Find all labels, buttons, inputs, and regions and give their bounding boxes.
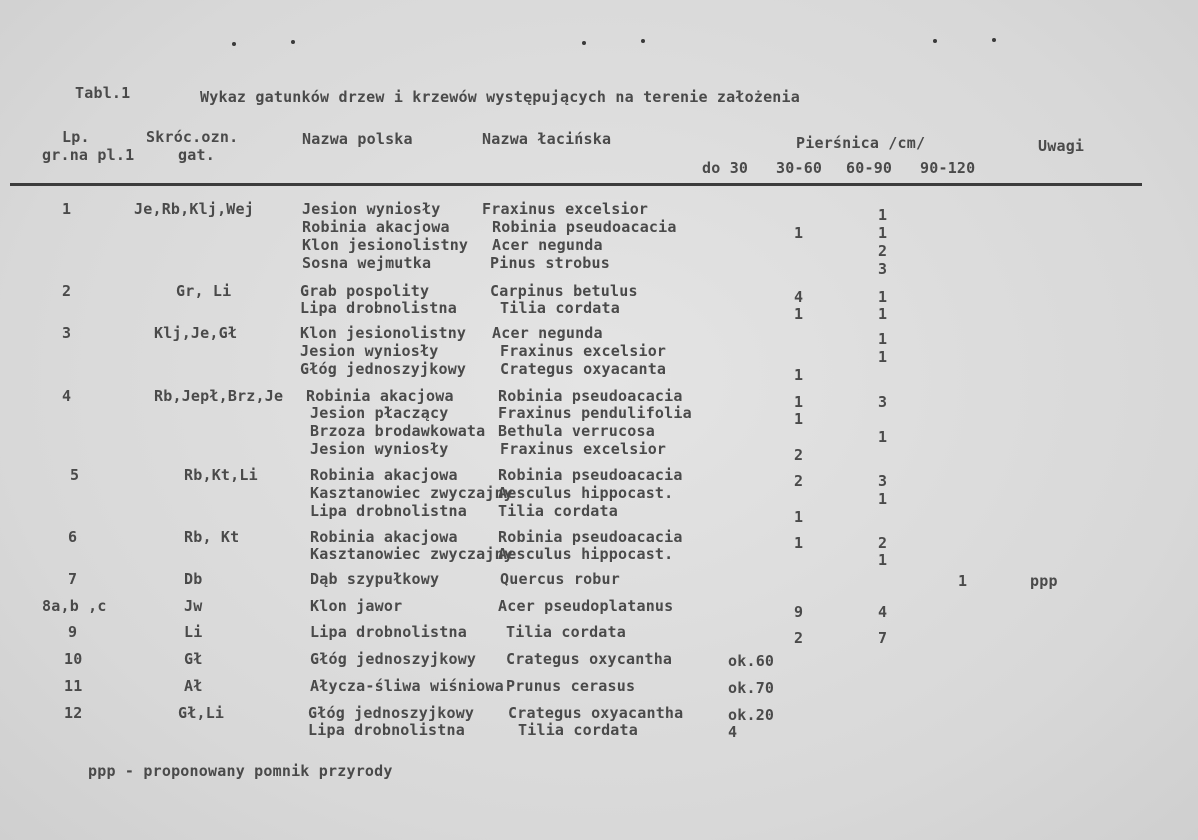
table-title: Wykaz gatunków drzew i krzewów występujących na terenie założenia — [200, 88, 800, 106]
row-code: Rb,Jepł,Brz,Je — [154, 387, 284, 405]
punch-dot — [992, 38, 996, 42]
row-polish-name: Ałycza-śliwa wiśniowa — [310, 677, 504, 695]
row-lp: 10 — [64, 650, 83, 668]
row-polish-name: Robinia akacjowa — [310, 466, 458, 484]
row-latin-name: Carpinus betulus — [490, 282, 638, 300]
row-lp: 12 — [64, 704, 83, 722]
row-code: Gł — [184, 650, 203, 668]
header-nazwa-polska: Nazwa polska — [302, 130, 413, 148]
punch-dot — [291, 40, 295, 44]
row-latin-name: Crategus oxyacanta — [500, 360, 667, 378]
row-polish-name: Głóg jednoszyjkowy — [310, 650, 477, 668]
row-lp: 5 — [70, 466, 80, 484]
row-count-60-90: 3 — [878, 260, 888, 278]
row-lp: 8a,b ,c — [42, 597, 107, 615]
header-rule — [10, 183, 1142, 186]
row-count-30-60: 2 — [794, 446, 804, 464]
row-remark: ppp — [1030, 572, 1058, 590]
header-uwagi: Uwagi — [1038, 137, 1085, 155]
row-code: Klj,Je,Gł — [154, 324, 238, 342]
punch-dot — [641, 39, 645, 43]
row-polish-name: Głóg jednoszyjkowy — [300, 360, 467, 378]
row-latin-name: Fraxinus pendulifolia — [498, 404, 692, 422]
row-count-60-90: 1 — [878, 224, 888, 242]
row-polish-name: Lipa drobnolistna — [300, 299, 457, 317]
row-code: Rb,Kt,Li — [184, 466, 258, 484]
row-code: Jw — [184, 597, 203, 615]
row-polish-name: Klon jawor — [310, 597, 403, 615]
row-polish-name: Jesion wyniosły — [310, 440, 449, 458]
row-latin-name: Fraxinus excelsior — [500, 342, 667, 360]
header-range-2: 30-60 — [776, 159, 823, 177]
row-latin-name: Acer pseudoplatanus — [498, 597, 674, 615]
row-count-30-60: 2 — [794, 472, 804, 490]
row-count-30-60: 9 — [794, 603, 804, 621]
row-count-60-90: 2 — [878, 242, 888, 260]
row-latin-name: Robinia pseudoacacia — [498, 387, 683, 405]
row-count-60-90: 1 — [878, 288, 888, 306]
row-count-60-90: 1 — [878, 490, 888, 508]
row-latin-name: Quercus robur — [500, 570, 620, 588]
footnote: ppp - proponowany pomnik przyrody — [88, 762, 393, 780]
row-polish-name: Dąb szypułkowy — [310, 570, 440, 588]
row-code: Rb, Kt — [184, 528, 240, 546]
row-latin-name: Aesculus hippocast. — [498, 484, 674, 502]
row-count-do30: 4 — [728, 723, 738, 741]
header-range-1: do 30 — [702, 159, 749, 177]
row-latin-name: Tilia cordata — [506, 623, 626, 641]
row-count-30-60: 2 — [794, 629, 804, 647]
row-lp: 2 — [62, 282, 72, 300]
row-count-30-60: 1 — [794, 410, 804, 428]
row-polish-name: Sosna wejmutka — [302, 254, 432, 272]
row-count-60-90: 3 — [878, 472, 888, 490]
row-latin-name: Prunus cerasus — [506, 677, 636, 695]
row-code: Li — [184, 623, 203, 641]
row-polish-name: Lipa drobnolistna — [310, 502, 467, 520]
row-lp: 11 — [64, 677, 83, 695]
row-polish-name: Klon jesionolistny — [300, 324, 467, 342]
row-lp: 4 — [62, 387, 72, 405]
row-polish-name: Lipa drobnolistna — [308, 721, 465, 739]
header-nazwa-lacinska: Nazwa łacińska — [482, 130, 612, 148]
row-latin-name: Robinia pseudoacacia — [498, 466, 683, 484]
row-code: Db — [184, 570, 203, 588]
row-lp: 7 — [68, 570, 78, 588]
row-polish-name: Jesion wyniosły — [300, 342, 439, 360]
row-polish-name: Jesion wyniosły — [302, 200, 441, 218]
row-count-60-90: 3 — [878, 393, 888, 411]
row-latin-name: Crategus oxyacantha — [508, 704, 684, 722]
row-count-60-90: 1 — [878, 428, 888, 446]
row-count-30-60: 4 — [794, 288, 804, 306]
row-polish-name: Głóg jednoszyjkowy — [308, 704, 475, 722]
row-count-60-90: 1 — [878, 348, 888, 366]
row-latin-name: Aesculus hippocast. — [498, 545, 674, 563]
row-count-30-60: 1 — [794, 508, 804, 526]
row-count-30-60: 1 — [794, 534, 804, 552]
row-code: Gł,Li — [178, 704, 225, 722]
header-lp-sub: gr.na pl.1 — [42, 146, 135, 164]
row-polish-name: Robinia akacjowa — [310, 528, 458, 546]
punch-dot — [232, 42, 236, 46]
row-latin-name: Robinia pseudoacacia — [492, 218, 677, 236]
row-count-60-90: 2 — [878, 534, 888, 552]
row-lp: 1 — [62, 200, 72, 218]
row-count-60-90: 1 — [878, 206, 888, 224]
row-latin-name: Bethula verrucosa — [498, 422, 655, 440]
row-latin-name: Acer negunda — [492, 236, 603, 254]
row-count-do30: ok.60 — [728, 652, 775, 670]
row-count-30-60: 1 — [794, 305, 804, 323]
punch-dot — [582, 41, 586, 45]
row-count-60-90: 1 — [878, 551, 888, 569]
row-count-30-60: 1 — [794, 224, 804, 242]
row-latin-name: Robinia pseudoacacia — [498, 528, 683, 546]
row-latin-name: Tilia cordata — [518, 721, 638, 739]
row-latin-name: Crategus oxycantha — [506, 650, 673, 668]
row-latin-name: Fraxinus excelsior — [482, 200, 649, 218]
row-count-60-90: 1 — [878, 330, 888, 348]
row-count-do30: ok.70 — [728, 679, 775, 697]
row-code: Je,Rb,Klj,Wej — [134, 200, 254, 218]
row-polish-name: Grab pospolity — [300, 282, 430, 300]
header-lp: Lp. — [62, 128, 90, 146]
row-count-30-60: 1 — [794, 366, 804, 384]
row-lp: 9 — [68, 623, 78, 641]
row-count-60-90: 4 — [878, 603, 888, 621]
row-count-90-120: 1 — [958, 572, 968, 590]
header-skrot-sub: gat. — [178, 146, 215, 164]
row-polish-name: Robinia akacjowa — [306, 387, 454, 405]
row-polish-name: Klon jesionolistny — [302, 236, 469, 254]
table-label: Tabl.1 — [75, 84, 131, 102]
row-latin-name: Tilia cordata — [500, 299, 620, 317]
row-polish-name: Lipa drobnolistna — [310, 623, 467, 641]
row-count-do30: ok.20 — [728, 706, 775, 724]
row-count-30-60: 1 — [794, 393, 804, 411]
row-count-60-90: 7 — [878, 629, 888, 647]
row-latin-name: Pinus strobus — [490, 254, 610, 272]
punch-dot — [933, 39, 937, 43]
header-skrot: Skróc.ozn. — [146, 128, 239, 146]
row-latin-name: Acer negunda — [492, 324, 603, 342]
header-piersnica: Pierśnica /cm/ — [796, 134, 926, 152]
row-polish-name: Kasztanowiec zwyczajny — [310, 484, 514, 502]
header-range-3: 60-90 — [846, 159, 893, 177]
row-lp: 3 — [62, 324, 72, 342]
row-polish-name: Robinia akacjowa — [302, 218, 450, 236]
row-code: Gr, Li — [176, 282, 232, 300]
row-count-60-90: 1 — [878, 305, 888, 323]
row-latin-name: Tilia cordata — [498, 502, 618, 520]
row-latin-name: Fraxinus excelsior — [500, 440, 667, 458]
header-range-4: 90-120 — [920, 159, 976, 177]
row-polish-name: Kasztanowiec zwyczajny — [310, 545, 514, 563]
row-polish-name: Brzoza brodawkowata — [310, 422, 486, 440]
row-lp: 6 — [68, 528, 78, 546]
row-code: Ał — [184, 677, 203, 695]
row-polish-name: Jesion płaczący — [310, 404, 449, 422]
